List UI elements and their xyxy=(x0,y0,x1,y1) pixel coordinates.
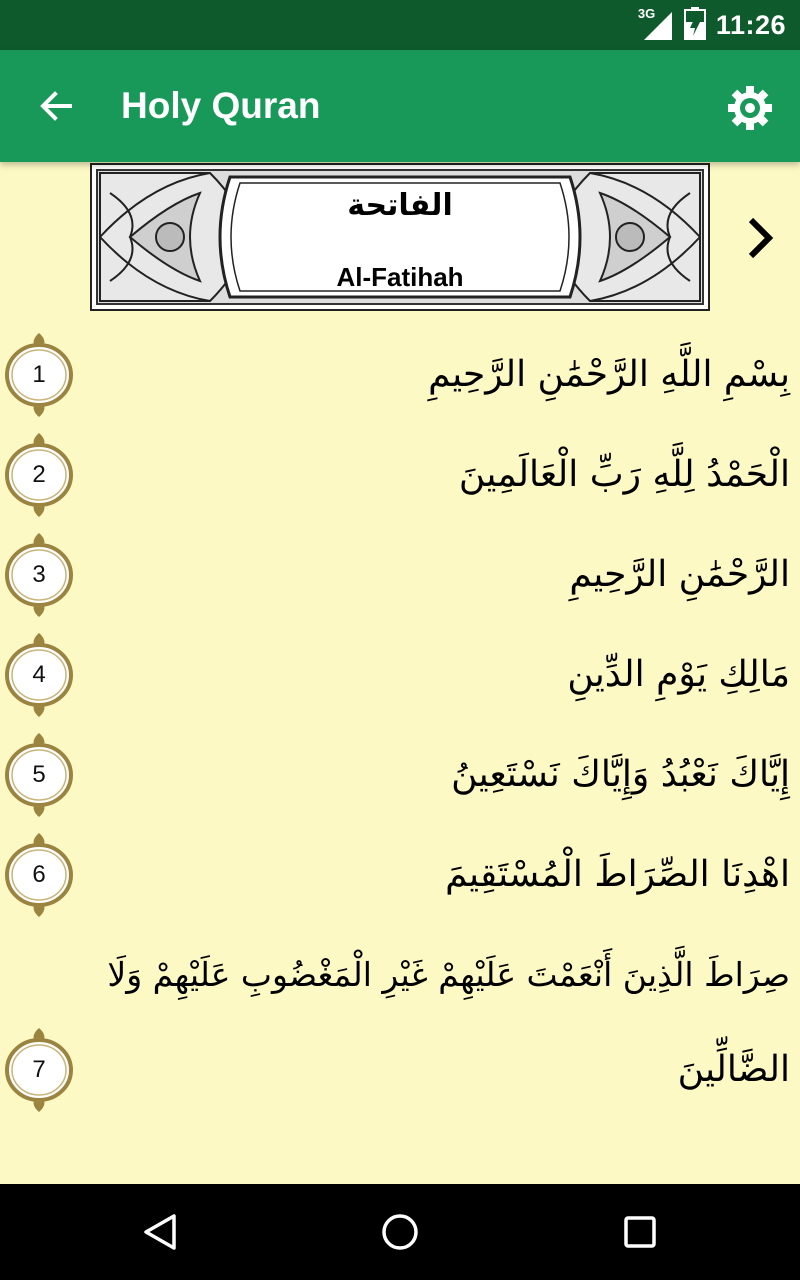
nav-home-button[interactable] xyxy=(364,1196,436,1268)
verse-row[interactable] xyxy=(0,733,800,823)
ayah-number-badge xyxy=(4,633,74,717)
nav-back-icon xyxy=(140,1212,180,1252)
ayah-number: 4 xyxy=(32,661,46,688)
clock: 11:26 xyxy=(715,9,786,40)
network-type: 3G xyxy=(637,6,656,21)
verse-row[interactable] xyxy=(0,833,800,923)
verse-text-line-1: صِرَاطَ الَّذِينَ أَنْعَمْتَ عَلَيْهِمْ غَيْرِ الْمَغْضُوبِ عَلَيْهِمْ وَلَا xyxy=(107,955,790,994)
system-nav-bar xyxy=(0,1184,800,1280)
verse-text: مَالِكِ يَوْمِ الدِّينِ xyxy=(567,654,790,695)
ayah-number-badge xyxy=(4,433,74,517)
status-bar xyxy=(0,0,800,50)
nav-home-icon xyxy=(380,1212,420,1252)
page-title: Holy Quran xyxy=(121,85,321,126)
nav-recents-button[interactable] xyxy=(604,1196,676,1268)
gear-icon xyxy=(725,83,775,133)
settings-button[interactable] xyxy=(722,80,778,136)
verse-text: بِسْمِ اللَّهِ الرَّحْمَٰنِ الرَّحِيمِ xyxy=(428,354,790,395)
surah-name-english: Al-Fatihah xyxy=(336,262,464,292)
verse-text-line-2: الضَّالِّينَ xyxy=(677,1049,790,1090)
next-surah-button[interactable] xyxy=(736,210,784,266)
verse-row[interactable] xyxy=(0,533,800,623)
signal-icon xyxy=(637,6,674,42)
verse-row[interactable] xyxy=(0,633,800,723)
ayah-number: 2 xyxy=(32,461,46,488)
nav-back-button[interactable] xyxy=(124,1196,196,1268)
surah-name-arabic: الفاتحة xyxy=(347,188,453,223)
ayah-number-badge xyxy=(4,533,74,617)
verse-row[interactable] xyxy=(0,933,800,1023)
ayah-number: 5 xyxy=(32,761,46,788)
ayah-number-badge xyxy=(4,833,74,917)
ayah-number: 3 xyxy=(32,561,46,588)
verse-text: الْحَمْدُ لِلَّهِ رَبِّ الْعَالَمِينَ xyxy=(458,454,790,495)
verse-text: الرَّحْمَٰنِ الرَّحِيمِ xyxy=(569,554,790,595)
chevron-right-icon xyxy=(745,216,775,260)
verse-row[interactable] xyxy=(0,333,800,423)
verse-row[interactable] xyxy=(0,1028,800,1118)
ayah-number: 6 xyxy=(32,861,46,888)
nav-recents-icon xyxy=(620,1212,660,1252)
back-button[interactable] xyxy=(28,78,84,134)
verse-text: اهْدِنَا الصِّرَاطَ الْمُسْتَقِيمَ xyxy=(445,854,790,895)
ayah-number-badge xyxy=(4,1028,74,1112)
ayah-number: 1 xyxy=(32,361,46,388)
verse-text: إِيَّاكَ نَعْبُدُ وَإِيَّاكَ نَسْتَعِينُ xyxy=(451,754,790,795)
ayah-number: 7 xyxy=(32,1056,46,1083)
battery-icon xyxy=(684,6,706,44)
verse-row[interactable] xyxy=(0,433,800,523)
arrow-back-icon xyxy=(36,86,76,126)
ayah-number-badge xyxy=(4,733,74,817)
ayah-number-badge xyxy=(4,333,74,417)
app-bar xyxy=(0,50,800,162)
